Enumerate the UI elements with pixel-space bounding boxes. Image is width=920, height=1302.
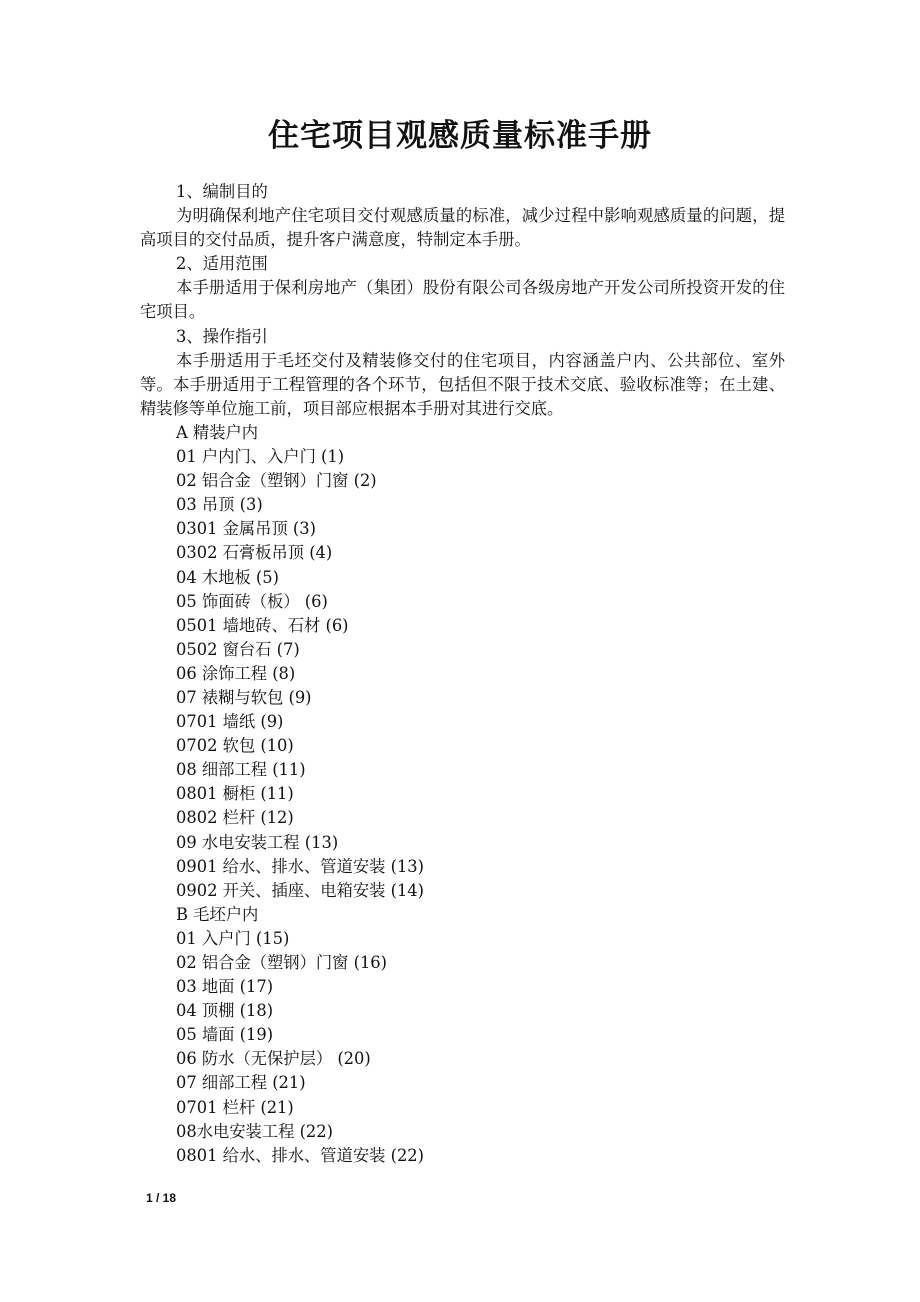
toc-line: 01 户内门、入户门 (1) (176, 447, 345, 467)
toc-line: 08 细部工程 (11) (176, 760, 306, 780)
toc-line: 06 涂饰工程 (8) (176, 663, 296, 683)
toc-line: 0801 给水、排水、管道安装 (22) (176, 1145, 425, 1165)
toc-line: 0901 给水、排水、管道安装 (13) (176, 856, 425, 876)
document-body (140, 180, 785, 1168)
toc-line: A 精装户内 (176, 422, 259, 442)
section-heading-purpose: 1、编制目的 (176, 182, 268, 201)
toc-line: 03 吊顶 (3) (176, 495, 263, 515)
toc-line: 02 铝合金（塑钢）门窗 (16) (176, 953, 388, 972)
toc-line: 0702 软包 (10) (176, 736, 294, 756)
toc-line: 0701 栏杆 (21) (176, 1097, 294, 1117)
toc-line: 01 入户门 (15) (176, 928, 290, 948)
toc-line: 07 细部工程 (21) (176, 1073, 306, 1093)
table-of-contents (140, 421, 785, 1168)
toc-line: 0701 墙纸 (9) (176, 712, 284, 732)
page-number: 1 / 18 (146, 1191, 177, 1205)
toc-line: 0902 开关、插座、电箱安装 (14) (176, 880, 425, 900)
document-title: 住宅项目观感质量标准手册 (268, 118, 652, 154)
toc-line: 0802 栏杆 (12) (176, 808, 294, 828)
toc-line: 0301 金属吊顶 (3) (176, 519, 316, 539)
toc-line: 07 裱糊与软包 (9) (176, 687, 312, 707)
toc-line: 09 水电安装工程 (13) (176, 832, 339, 852)
toc-line: 02 铝合金（塑钢）门窗 (2) (176, 471, 377, 491)
section-heading-scope: 2、适用范围 (176, 254, 268, 274)
toc-line: 0801 橱柜 (11) (176, 784, 294, 804)
section-text-guide: 本手册适用于毛坯交付及精装修交付的住宅项目，内容涵盖户内、公共部位、室外等。本手册适用于工程管理的各个环节，包括但不限于技术交底、验收标准等；在土建、精装修等单位施工前，项目部应根据本手册对其进行交底。 (140, 350, 785, 418)
toc-line: 05 墙面 (19) (176, 1025, 274, 1045)
toc-line: 03 地面 (17) (176, 977, 274, 997)
toc-line: 0502 窗台石 (7) (176, 639, 300, 659)
toc-line: B 毛坯户内 (176, 904, 259, 924)
toc-line: 04 顶棚 (18) (176, 1001, 274, 1021)
toc-line: 05 饰面砖（板） (6) (176, 591, 328, 611)
section-text-scope: 本手册适用于保利房地产（集团）股份有限公司各级房地产开发公司所投资开发的住宅项目。 (140, 278, 785, 322)
toc-line: 06 防水（无保护层） (20) (176, 1049, 371, 1069)
section-text-purpose: 为明确保利地产住宅项目交付观感质量的标准，减少过程中影响观感质量的问题，提高项目的交付品质，提升客户满意度，特制定本手册。 (140, 206, 785, 250)
section-heading-guide: 3、操作指引 (176, 326, 268, 346)
toc-line: 08水电安装工程 (22) (176, 1121, 334, 1141)
toc-line: 04 木地板 (5) (176, 567, 279, 587)
toc-line: 0501 墙地砖、石材 (6) (176, 615, 349, 635)
toc-line: 0302 石膏板吊顶 (4) (176, 543, 333, 563)
